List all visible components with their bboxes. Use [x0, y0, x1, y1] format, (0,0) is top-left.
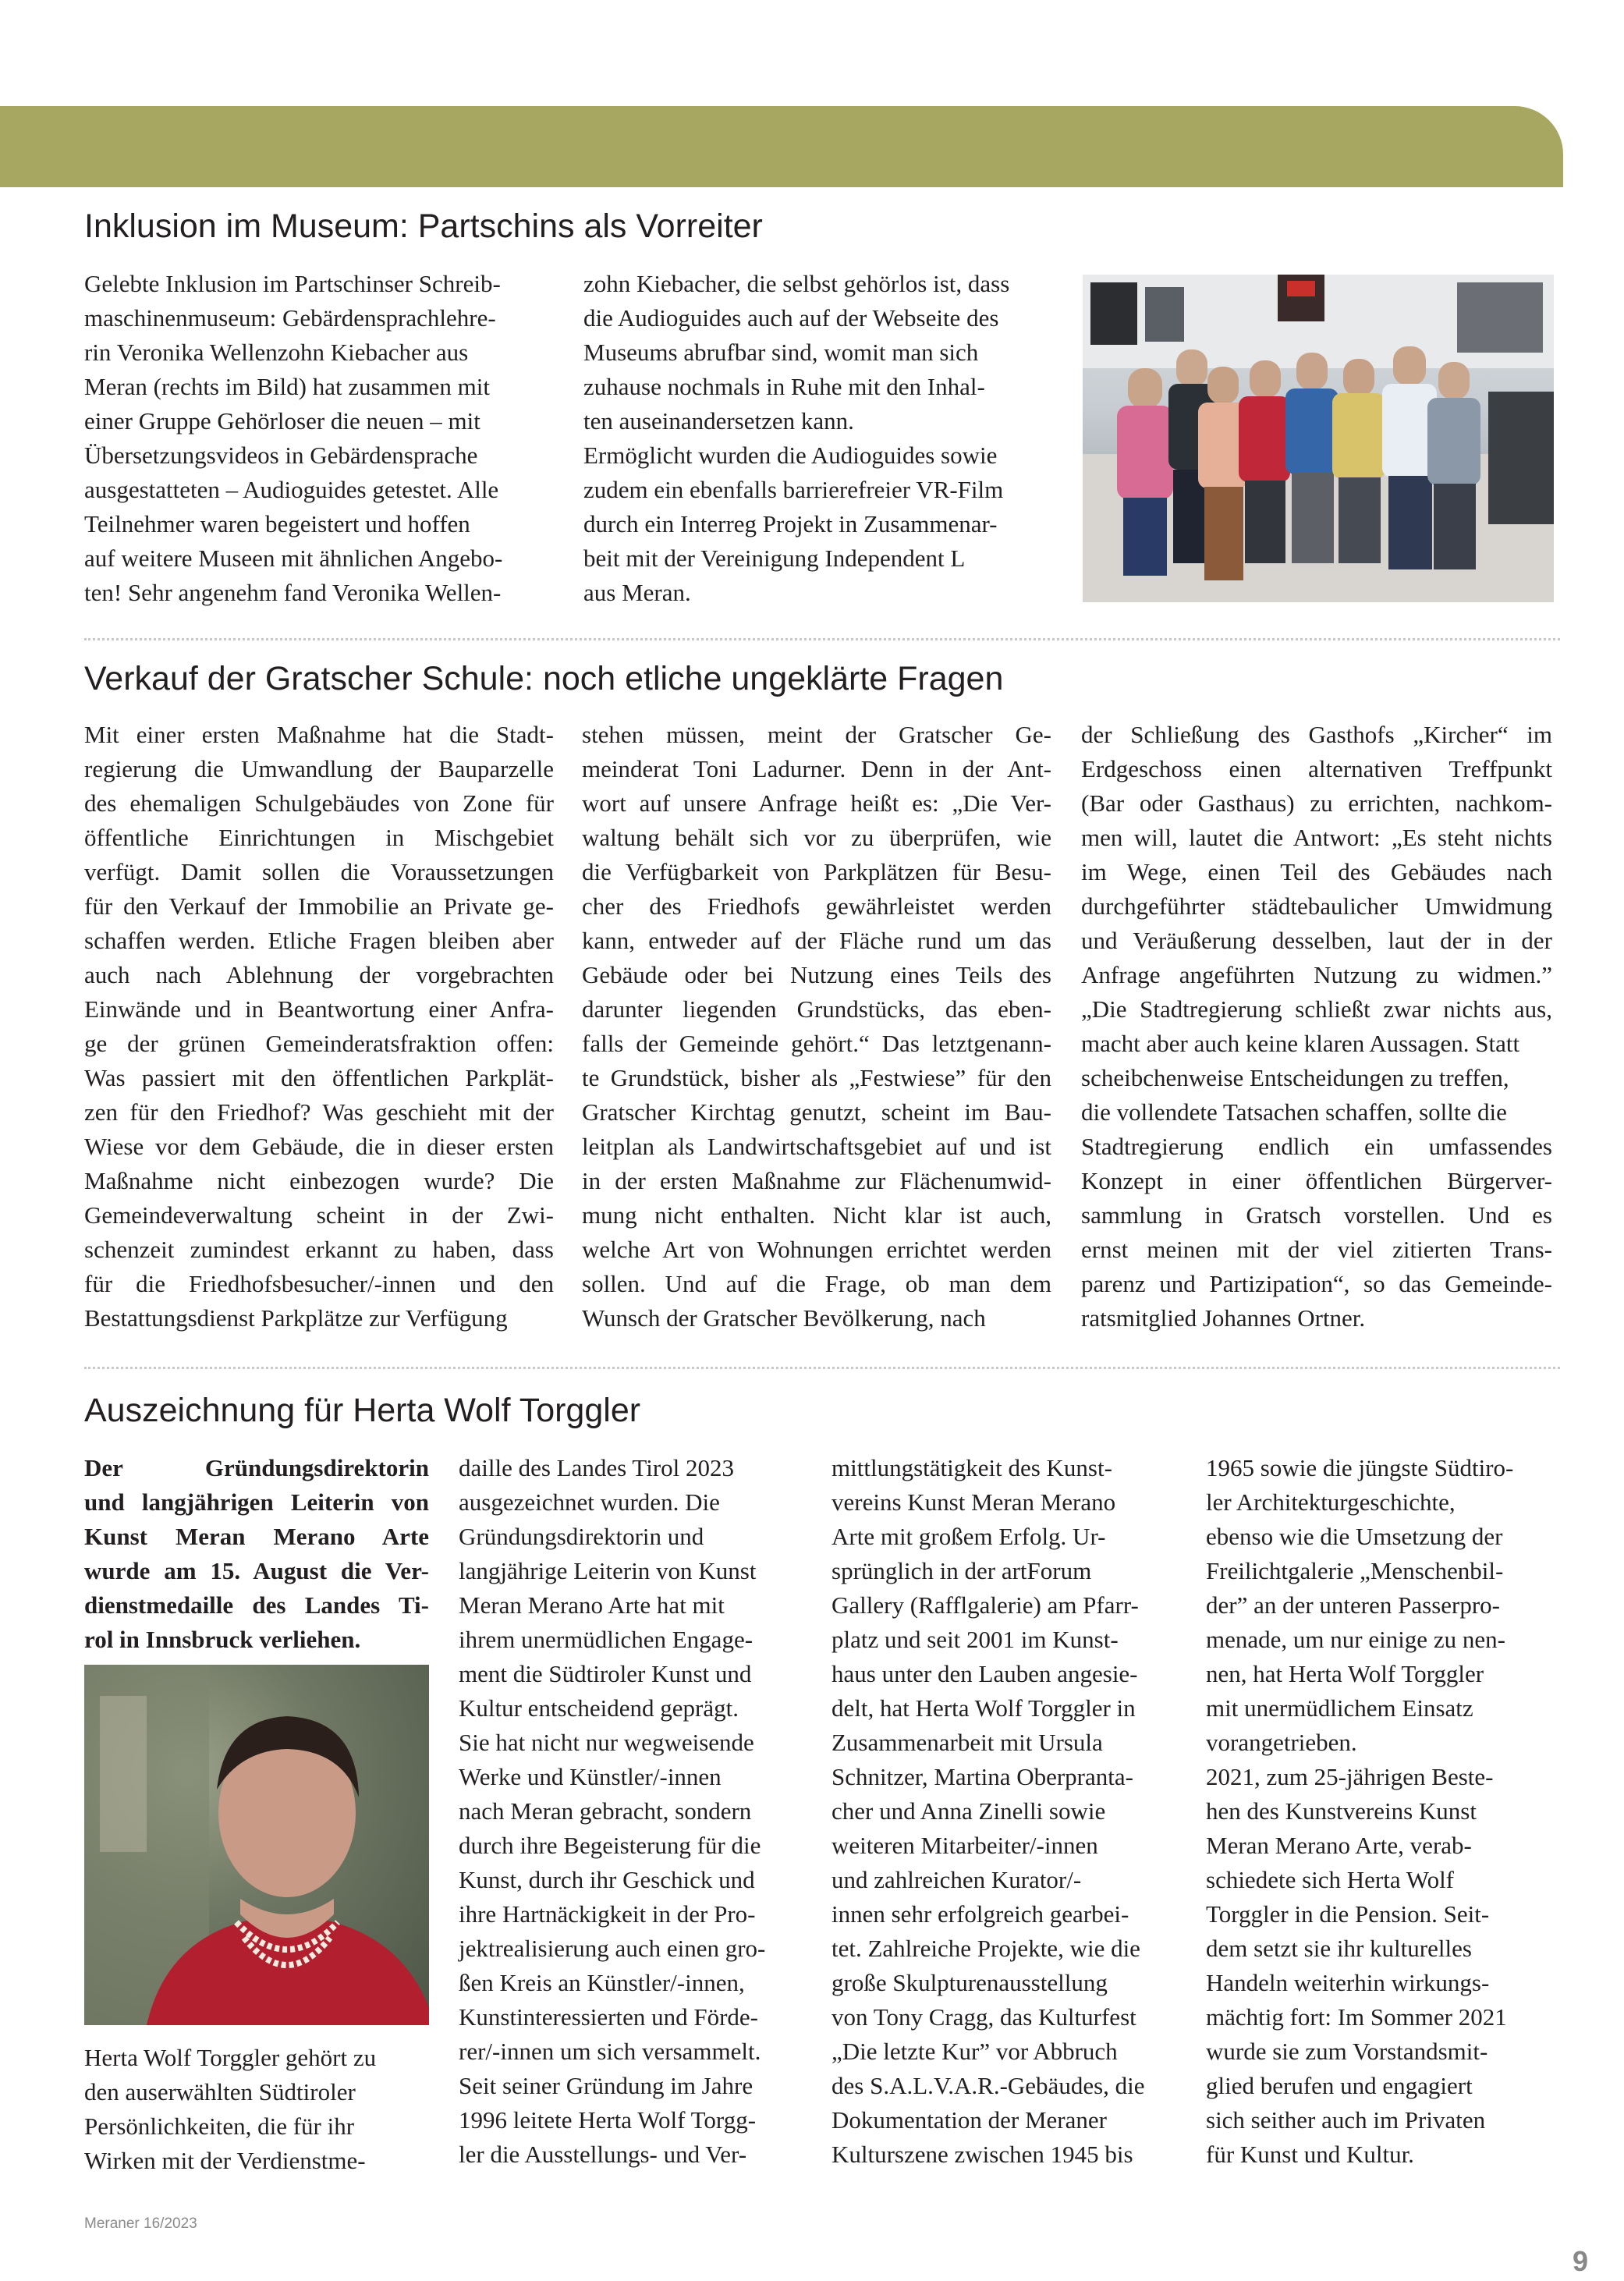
- text-line: öffentliche Einrichtungen in Mischgebiet: [84, 824, 554, 851]
- article2-headline: Verkauf der Gratscher Schule: noch etliche ungeklärte Fragen: [84, 660, 1004, 697]
- text-line: beit mit der Vereinigung Independent L: [583, 545, 966, 572]
- text-line: wort auf unsere Anfrage heißt es: „Die Ver-: [582, 789, 1051, 817]
- section-divider-1: [84, 638, 1560, 640]
- text-line: sammlung in Gratsch vorstellen. Und es: [1081, 1201, 1552, 1229]
- text-line: in der ersten Maßnahme zur Flächenumwid-: [582, 1167, 1051, 1194]
- page-number: 9: [1573, 2245, 1589, 2277]
- text-line: und langjährigen Leiterin von: [84, 1488, 429, 1516]
- text-line: Freilichtgalerie „Menschenbil-: [1206, 1557, 1504, 1584]
- text-line: men will, lautet die Antwort: „Es steht nichts: [1081, 824, 1552, 851]
- text-line: vorangetrieben.: [1206, 1729, 1357, 1756]
- text-line: Anfrage angeführten Nutzung zu widmen.”: [1081, 961, 1552, 988]
- text-line: mit unermüdlichem Einsatz: [1206, 1694, 1473, 1722]
- text-line: für den Verkauf der Immobilie an Private ge-: [84, 892, 554, 920]
- text-line: rin Veronika Wellenzohn Kiebacher aus: [84, 339, 469, 366]
- text-line: 2021, zum 25-jährigen Beste-: [1206, 1763, 1494, 1790]
- text-line: darunter liegenden Grundstücks, das eben-: [582, 995, 1051, 1023]
- article1-headline: Inklusion im Museum: Partschins als Vorreiter: [84, 208, 763, 245]
- text-line: Meran Merano Arte hat mit: [459, 1591, 725, 1619]
- text-line: langjährige Leiterin von Kunst: [459, 1557, 757, 1584]
- museum-group-photo-illustration: [1083, 275, 1554, 602]
- text-line: einer Gruppe Gehörloser die neuen – mit: [84, 407, 480, 435]
- text-line: zuhause nochmals in Ruhe mit den Inhal-: [583, 373, 985, 400]
- text-line: sich seither auch im Privaten: [1206, 2106, 1486, 2134]
- text-line: Gelebte Inklusion im Partschinser Schreib-: [84, 270, 501, 297]
- text-line: von Tony Cragg, das Kulturfest: [832, 2003, 1136, 2031]
- text-line: Der Gründungsdirektorin: [84, 1454, 429, 1481]
- article2-column-3: [1081, 718, 1552, 1336]
- text-line: Übersetzungsvideos in Gebärdensprache: [84, 442, 478, 469]
- text-line: delt, hat Herta Wolf Torggler in: [832, 1694, 1136, 1722]
- text-line: große Skulpturenausstellung: [832, 1969, 1108, 1996]
- article3-column-1: [84, 2041, 429, 2178]
- text-line: schenzeit zumindest erkannt zu haben, dass: [84, 1236, 554, 1263]
- text-line: nen, hat Herta Wolf Torggler: [1206, 1660, 1484, 1687]
- article3-column-3: [832, 1451, 1181, 2172]
- text-line: den auserwählten Südtiroler: [84, 2078, 356, 2105]
- text-line: ten! Sehr angenehm fand Veronika Wellen-: [84, 579, 502, 606]
- text-line: mittlungstätigkeit des Kunst-: [832, 1454, 1112, 1481]
- text-line: aus Meran.: [583, 579, 691, 606]
- text-line: tet. Zahlreiche Projekte, wie die: [832, 1935, 1140, 1962]
- text-line: und zahlreichen Kurator/-: [832, 1866, 1082, 1893]
- text-line: dem setzt sie ihr kulturelles: [1206, 1935, 1472, 1962]
- text-line: durch ein Interreg Projekt in Zusammenar-: [583, 510, 998, 537]
- text-line: Gebäude oder bei Nutzung eines Teils des: [582, 961, 1051, 988]
- text-line: Zusammenarbeit mit Ursula: [832, 1729, 1103, 1756]
- text-line: des ehemaligen Schulgebäudes von Zone für: [84, 789, 554, 817]
- text-line: ßen Kreis an Künstler/-innen,: [459, 1969, 745, 1996]
- text-line: mung nicht enthalten. Nicht klar ist auch,: [582, 1201, 1051, 1229]
- text-line: schiedete sich Herta Wolf: [1206, 1866, 1455, 1893]
- article3-headline: Auszeichnung für Herta Wolf Torggler: [84, 1392, 641, 1429]
- text-line: ment die Südtiroler Kunst und: [459, 1660, 752, 1687]
- text-line: Kultur entscheidend geprägt.: [459, 1694, 739, 1722]
- text-line: sollen. Und auf die Frage, ob man dem: [582, 1270, 1051, 1297]
- text-line: Maßnahme nicht einbezogen wurde? Die: [84, 1167, 554, 1194]
- portrait-illustration: [84, 1665, 429, 2025]
- text-line: Kunst, durch ihr Geschick und: [459, 1866, 755, 1893]
- text-line: durchgeführter städtebaulicher Umwidmung: [1081, 892, 1552, 920]
- text-line: waltung behält sich vor zu überprüfen, wie: [582, 824, 1051, 851]
- text-line: Was passiert mit den öffentlichen Parkplät-: [84, 1064, 554, 1091]
- text-line: platz und seit 2001 im Kunst-: [832, 1626, 1119, 1653]
- section-divider-2: [84, 1367, 1560, 1369]
- text-line: wurde sie zum Vorstandsmit-: [1206, 2038, 1488, 2065]
- text-line: die Verfügbarkeit von Parkplätzen für Besu-: [582, 858, 1051, 885]
- text-line: schaffen werden. Etliche Fragen bleiben aber: [84, 927, 554, 954]
- text-line: der” an der unteren Passerpro-: [1206, 1591, 1500, 1619]
- text-line: und Veräußerung desselben, laut der in der: [1081, 927, 1552, 954]
- text-line: Seit seiner Gründung im Jahre: [459, 2072, 753, 2099]
- text-line: durch ihre Begeisterung für die: [459, 1832, 761, 1859]
- text-line: Gratscher Kirchtag genutzt, scheint im Bau-: [582, 1098, 1051, 1126]
- text-line: Arte mit großem Erfolg. Ur-: [832, 1523, 1106, 1550]
- text-line: Bestattungsdienst Parkplätze zur Verfügung: [84, 1304, 508, 1332]
- text-line: ler die Ausstellungs- und Ver-: [459, 2141, 747, 2168]
- text-line: zohn Kiebacher, die selbst gehörlos ist, dass: [583, 270, 1010, 297]
- text-line: innen sehr erfolgreich gearbei-: [832, 1900, 1129, 1928]
- text-line: (Bar oder Gasthaus) zu errichten, nachkom-: [1081, 789, 1552, 817]
- text-line: vereins Kunst Meran Merano: [832, 1488, 1116, 1516]
- text-line: haus unter den Lauben angesie-: [832, 1660, 1138, 1687]
- text-line: zen für den Friedhof? Was geschieht mit der: [84, 1098, 554, 1126]
- text-line: wurde am 15. August die Ver-: [84, 1557, 429, 1584]
- text-line: dienstmedaille des Landes Ti-: [84, 1591, 429, 1619]
- museum-group-photo: [1083, 275, 1554, 602]
- header-color-band: [0, 106, 1563, 187]
- text-line: regierung die Umwandlung der Bauparzelle: [84, 755, 554, 782]
- text-line: Erdgeschoss einen alternativen Treffpunkt: [1081, 755, 1552, 782]
- article2-column-1: [84, 718, 554, 1336]
- text-line: stehen müssen, meint der Gratscher Ge-: [582, 721, 1051, 748]
- text-line: „Die letzte Kur” vor Abbruch: [832, 2038, 1118, 2065]
- article2-column-2: [582, 718, 1051, 1336]
- text-line: 1965 sowie die jüngste Südtiro-: [1206, 1454, 1514, 1481]
- text-line: scheibchenweise Entscheidungen zu treffen,: [1081, 1064, 1509, 1091]
- text-line: ratsmitglied Johannes Ortner.: [1081, 1304, 1366, 1332]
- text-line: cher des Friedhofs gewährleistet werden: [582, 892, 1051, 920]
- article3-lead: [84, 1451, 429, 1657]
- text-line: die Audioguides auch auf der Webseite des: [583, 304, 999, 332]
- text-line: Sie hat nicht nur wegweisende: [459, 1729, 754, 1756]
- text-line: leitplan als Landwirtschaftsgebiet auf und ist: [582, 1133, 1051, 1160]
- text-line: falls der Gemeinde gehört.“ Das letztgenann-: [582, 1030, 1051, 1057]
- text-line: glied berufen und engagiert: [1206, 2072, 1473, 2099]
- text-line: Kunstinteressierten und Förde-: [459, 2003, 758, 2031]
- text-line: ler Architekturgeschichte,: [1206, 1488, 1456, 1516]
- text-line: Dokumentation der Meraner: [832, 2106, 1107, 2134]
- text-line: Gallery (Rafflgalerie) am Pfarr-: [832, 1591, 1139, 1619]
- herta-wolf-torggler-portrait: [84, 1665, 429, 2025]
- text-line: nach Meran gebracht, sondern: [459, 1797, 752, 1825]
- text-line: Werke und Künstler/-innen: [459, 1763, 722, 1790]
- text-line: Gemeindeverwaltung scheint in der Zwi-: [84, 1201, 554, 1229]
- text-line: Kunst Meran Merano Arte: [84, 1523, 429, 1550]
- text-line: ausgezeichnet wurden. Die: [459, 1488, 720, 1516]
- article3-column-4: [1206, 1451, 1555, 2172]
- text-line: auch nach Ablehnung der vorgebrachten: [84, 961, 554, 988]
- text-line: auf weitere Museen mit ähnlichen Angebo-: [84, 545, 503, 572]
- text-line: ihrem unermüdlichen Engage-: [459, 1626, 753, 1653]
- article3-column-2: [459, 1451, 807, 2172]
- text-line: für Kunst und Kultur.: [1206, 2141, 1414, 2168]
- text-line: die vollendete Tatsachen schaffen, sollte die: [1081, 1098, 1507, 1126]
- text-line: meinderat Toni Ladurner. Denn in der Ant-: [582, 755, 1051, 782]
- text-line: Gründungsdirektorin und: [459, 1523, 704, 1550]
- text-line: des S.A.L.V.A.R.-Gebäudes, die: [832, 2072, 1145, 2099]
- text-line: Teilnehmer waren begeistert und hoffen: [84, 510, 470, 537]
- text-line: weiteren Mitarbeiter/-innen: [832, 1832, 1098, 1859]
- text-line: Einwände und in Beantwortung einer Anfra-: [84, 995, 554, 1023]
- text-line: für die Friedhofsbesucher/-innen und den: [84, 1270, 554, 1297]
- text-line: 1996 leitete Herta Wolf Torgg-: [459, 2106, 757, 2134]
- issue-label: Meraner 16/2023: [84, 2215, 197, 2232]
- text-line: Mit einer ersten Maßnahme hat die Stadt-: [84, 721, 554, 748]
- text-line: mächtig fort: Im Sommer 2021: [1206, 2003, 1507, 2031]
- text-line: maschinenmuseum: Gebärdensprachlehre-: [84, 304, 496, 332]
- article1-column-1: [84, 267, 555, 610]
- text-line: Ermöglicht wurden die Audioguides sowie: [583, 442, 998, 469]
- text-line: rer/-innen um sich versammelt.: [459, 2038, 761, 2065]
- text-line: verfügt. Damit sollen die Voraussetzungen: [84, 858, 554, 885]
- text-line: ge der grünen Gemeinderatsfraktion offen:: [84, 1030, 554, 1057]
- text-line: parenz und Partizipation“, so das Gemeinde-: [1081, 1270, 1552, 1297]
- text-line: jektrealisierung auch einen gro-: [459, 1935, 766, 1962]
- text-line: zudem ein ebenfalls barrierefreier VR-Film: [583, 476, 1004, 503]
- text-line: Torggler in die Pension. Seit-: [1206, 1900, 1490, 1928]
- text-line: ten auseinandersetzen kann.: [583, 407, 854, 435]
- text-line: im Wege, einen Teil des Gebäudes nach: [1081, 858, 1552, 885]
- text-line: welche Art von Wohnungen errichtet werden: [582, 1236, 1051, 1263]
- text-line: Handeln weiterhin wirkungs-: [1206, 1969, 1490, 1996]
- text-line: Herta Wolf Torggler gehört zu: [84, 2044, 377, 2071]
- text-line: Wirken mit der Verdienstme-: [84, 2147, 366, 2174]
- text-line: ebenso wie die Umsetzung der: [1206, 1523, 1503, 1550]
- text-line: der Schließung des Gasthofs „Kircher“ im: [1081, 721, 1552, 748]
- text-line: ausgestatteten – Audioguides getestet. Alle: [84, 476, 499, 503]
- text-line: te Grundstück, bisher als „Festwiese” für den: [582, 1064, 1051, 1091]
- text-line: Meran (rechts im Bild) hat zusammen mit: [84, 373, 490, 400]
- text-line: Meran Merano Arte, verab-: [1206, 1832, 1472, 1859]
- text-line: Konzept in einer öffentlichen Bürgerver-: [1081, 1167, 1552, 1194]
- article1-column-2: [583, 267, 1056, 610]
- text-line: Persönlichkeiten, die für ihr: [84, 2112, 355, 2140]
- text-line: hen des Kunstvereins Kunst: [1206, 1797, 1477, 1825]
- text-line: Wiese vor dem Gebäude, die in dieser ersten: [84, 1133, 554, 1160]
- text-line: Stadtregierung endlich ein umfassendes: [1081, 1133, 1552, 1160]
- text-line: ernst meinen mit der viel zitierten Trans-: [1081, 1236, 1552, 1263]
- text-line: Kulturszene zwischen 1945 bis: [832, 2141, 1133, 2168]
- text-line: Museums abrufbar sind, womit man sich: [583, 339, 979, 366]
- text-line: ihre Hartnäckigkeit in der Pro-: [459, 1900, 756, 1928]
- text-line: rol in Innsbruck verliehen.: [84, 1626, 361, 1653]
- text-line: sprünglich in der artForum: [832, 1557, 1092, 1584]
- text-line: menade, um nur einige zu nen-: [1206, 1626, 1505, 1653]
- text-line: Schnitzer, Martina Oberpranta-: [832, 1763, 1133, 1790]
- text-line: „Die Stadtregierung schließt zwar nichts aus,: [1081, 995, 1552, 1023]
- text-line: macht aber auch keine klaren Aussagen. Statt: [1081, 1030, 1520, 1057]
- text-line: Wunsch der Gratscher Bevölkerung, nach: [582, 1304, 986, 1332]
- text-line: cher und Anna Zinelli sowie: [832, 1797, 1106, 1825]
- text-line: daille des Landes Tirol 2023: [459, 1454, 735, 1481]
- text-line: kann, entweder auf der Fläche rund um das: [582, 927, 1051, 954]
